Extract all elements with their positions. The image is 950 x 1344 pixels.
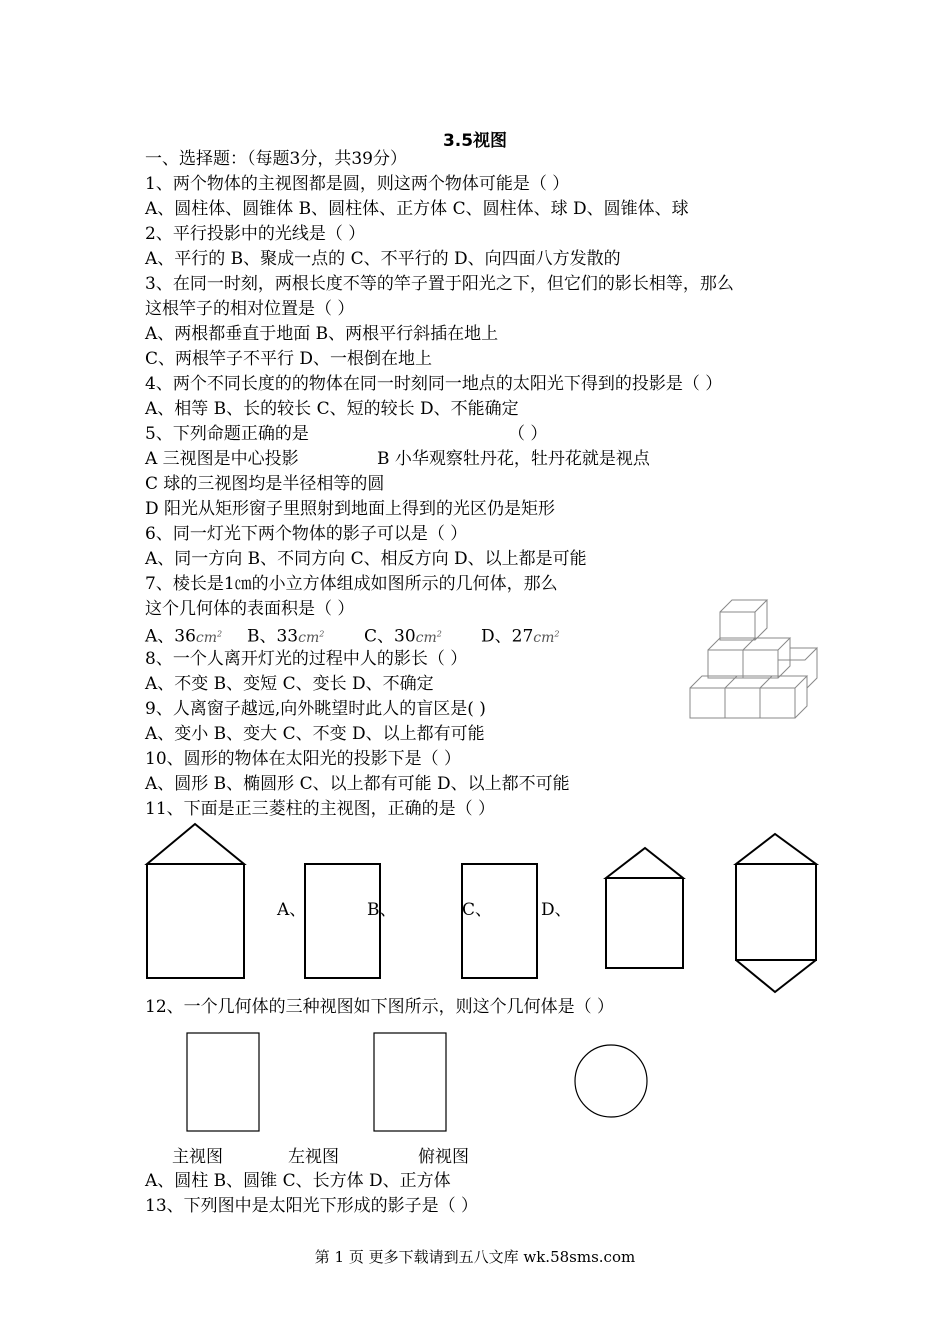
unit-exponent: 2 (436, 629, 442, 638)
question-7-option-b (247, 623, 324, 649)
question-8-stem: 8、一个人离开灯光的过程中人的影长（ ） (145, 649, 468, 669)
unit (416, 630, 442, 646)
question-13-stem: 13、下列图中是太阳光下形成的影子是（ ） (145, 1196, 479, 1216)
question-1-stem: 1、两个物体的主视图都是圆，则这两个物体可能是（ ） (145, 174, 570, 194)
page-footer: 第 1 页 更多下载请到五八文库 wk.58sms.com (314, 1248, 636, 1266)
question-9-stem: 9、人离窗子越远,向外眺望时此人的盲区是( ) (145, 699, 486, 719)
option-label: D、27 (481, 626, 534, 647)
unit (196, 630, 222, 646)
unit-exponent: 2 (319, 629, 325, 638)
left-view-rectangle (374, 1033, 446, 1131)
question-4-options: A、相等 B、长的较长 C、短的较长 D、不能确定 (145, 399, 519, 419)
question-7-stem-line2: 这个几何体的表面积是（ ） (145, 599, 355, 619)
option-d-hexagon (736, 834, 816, 992)
front-view-rectangle (187, 1033, 259, 1131)
option-label: B、33 (247, 626, 299, 647)
question-7-option-a (145, 623, 222, 649)
question-2-options: A、平行的 B、聚成一点的 C、不平行的 D、向四面八方发散的 (145, 249, 621, 269)
option-b-rectangle (462, 864, 537, 978)
question-3-stem-line2: 这根竿子的相对位置是（ ） (145, 299, 355, 319)
question-11-label-c: C、 (462, 900, 493, 920)
option-a-rectangle (305, 864, 380, 978)
cube-stack-figure (680, 590, 830, 730)
option-label: C、30 (364, 626, 416, 647)
question-9-options: A、变小 B、变大 C、不变 D、以上都有可能 (145, 724, 485, 744)
question-6-options: A、同一方向 B、不同方向 C、相反方向 D、以上都是可能 (145, 549, 587, 569)
question-4-stem: 4、两个不同长度的的物体在同一时刻同一地点的太阳光下得到的投影是（ ） (145, 374, 723, 394)
unit-text: cm (195, 629, 218, 646)
question-3-options-line2: C、两根竿子不平行 D、一根倒在地上 (145, 349, 433, 369)
unit-exponent: 2 (217, 629, 223, 638)
unit-text: cm (533, 629, 555, 646)
section-heading: 一、选择题：（每题3分，共39分） (145, 149, 407, 169)
question-12-top-view-label: 俯视图 (418, 1147, 469, 1167)
question-10-stem: 10、圆形的物体在太阳光的投影下是（ ） (145, 749, 462, 769)
question-7-option-d (481, 623, 559, 649)
question-5-option-d: D 阳光从矩形窗子里照射到地面上得到的光区仍是矩形 (145, 499, 556, 519)
question-7-option-c (364, 623, 442, 649)
option-c-house (606, 848, 683, 968)
question-5-option-a: A 三视图是中心投影 (145, 449, 299, 469)
page-title: 3.5视图 (442, 131, 508, 151)
unit-text: cm (415, 629, 437, 646)
option-label: A、36 (145, 626, 196, 647)
question-3-stem-line1: 3、在同一时刻，两根长度不等的竿子置于阳光之下，但它们的影长相等，那么 (145, 274, 734, 294)
question-1-options: A、圆柱体、圆锥体 B、圆柱体、正方体 C、圆柱体、球 D、圆锥体、球 (145, 199, 689, 219)
question-5-stem: 5、下列命题正确的是 (145, 424, 309, 444)
question-7-stem-line1: 7、棱长是1㎝的小立方体组成如图所示的几何体，那么 (145, 574, 558, 594)
unit (533, 630, 559, 646)
unit (298, 630, 324, 646)
question-11-label-a: A、 (277, 900, 307, 920)
question-10-options: A、圆形 B、椭圆形 C、以上都有可能 D、以上都不可能 (145, 774, 570, 794)
top-view-circle (575, 1045, 647, 1117)
question-12-figures (180, 1030, 660, 1150)
question-5-answer-paren: （ ） (508, 424, 548, 444)
question-5-option-b: B 小华观察牡丹花，牡丹花就是视点 (377, 449, 650, 469)
question-3-options-line1: A、两根都垂直于地面 B、两根平行斜插在地上 (145, 324, 499, 344)
unit-exponent: 2 (554, 629, 560, 638)
reference-prism-view (147, 824, 244, 978)
question-12-left-view-label: 左视图 (288, 1147, 339, 1167)
question-12-stem: 12、一个几何体的三种视图如下图所示，则这个几何体是（ ） (145, 997, 615, 1017)
unit-text: cm (298, 629, 320, 646)
question-11-label-b: B、 (367, 900, 397, 920)
question-2-stem: 2、平行投影中的光线是（ ） (145, 224, 366, 244)
question-8-options: A、不变 B、变短 C、变长 D、不确定 (145, 674, 434, 694)
question-5-option-c: C 球的三视图均是半径相等的圆 (145, 474, 385, 494)
question-11-label-d: D、 (541, 900, 572, 920)
question-12-front-view-label: 主视图 (172, 1147, 223, 1167)
question-6-stem: 6、同一灯光下两个物体的影子可以是（ ） (145, 524, 468, 544)
question-11-stem: 11、下面是正三菱柱的主视图，正确的是（ ） (145, 799, 496, 819)
question-12-options: A、圆柱 B、圆锥 C、长方体 D、正方体 (145, 1171, 451, 1191)
